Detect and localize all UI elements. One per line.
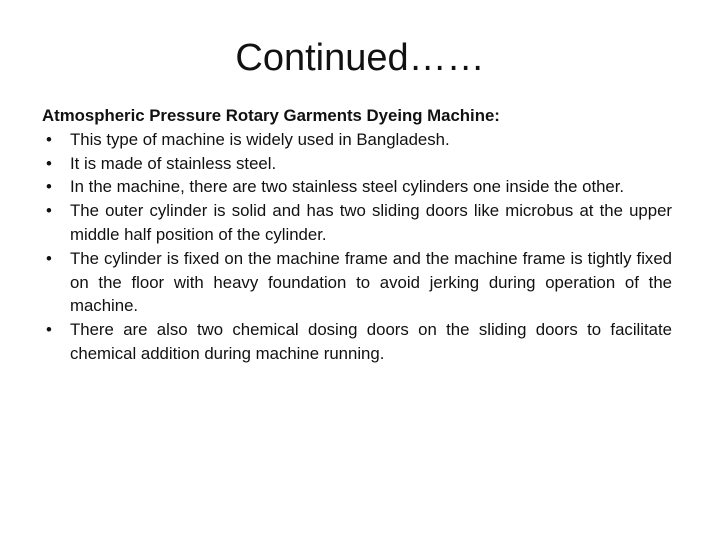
slide-title: Continued…… [235, 37, 485, 79]
list-item [42, 175, 672, 199]
bullet-icon: • [46, 153, 52, 173]
slide-content [42, 104, 672, 366]
list-item [42, 247, 672, 318]
list-item [42, 128, 672, 152]
bullet-icon: • [46, 320, 52, 340]
bullet-text: It is made of stainless steel. [70, 153, 277, 173]
bullet-icon: • [46, 129, 52, 149]
bullet-icon: • [46, 201, 52, 221]
bullet-icon: • [46, 248, 52, 268]
bullet-text: In the machine, there are two stainless steel cylinders one inside the other. [70, 177, 625, 197]
bullet-icon: • [46, 177, 52, 197]
list-item [42, 199, 672, 247]
bullet-text: The cylinder is fixed on the machine frame and the machine frame is tightly fixed on the floor with heavy foundation to avoid jerking during operation of the machine. [70, 248, 672, 316]
bullet-list [42, 128, 672, 366]
list-item [42, 318, 672, 366]
bullet-text: This type of machine is widely used in Bangladesh. [70, 129, 450, 149]
bullet-text: The outer cylinder is solid and has two sliding doors like microbus at the upper middle half position of the cylinder. [70, 201, 672, 244]
bullet-text: There are also two chemical dosing doors on the sliding doors to facilitate chemical addition during machine running. [70, 320, 672, 363]
section-heading: Atmospheric Pressure Rotary Garments Dyeing Machine: [42, 106, 500, 125]
list-item [42, 152, 672, 176]
